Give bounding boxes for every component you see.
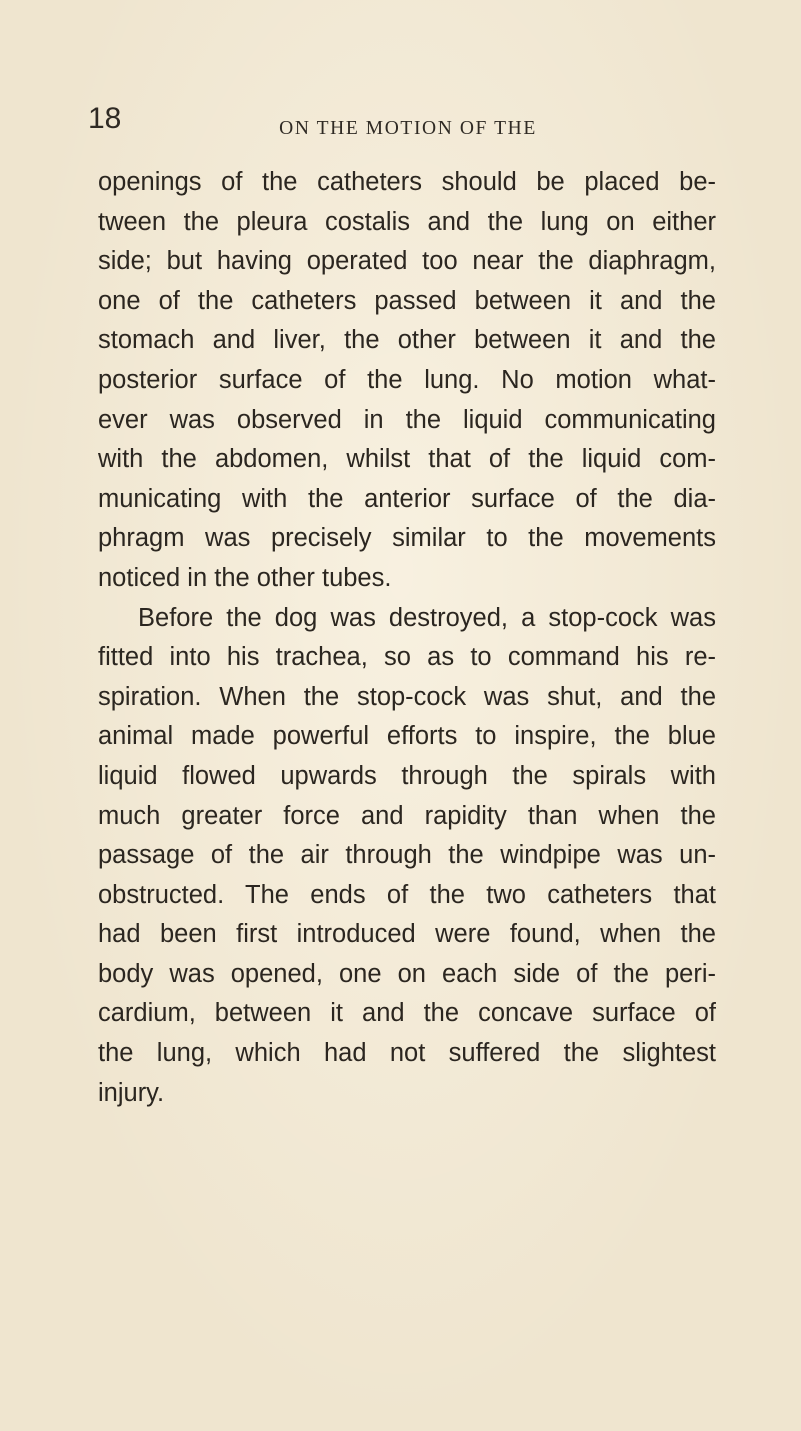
text-line: spiration. When the stop-cock was shut, and the	[98, 682, 716, 711]
body-text	[98, 163, 716, 1113]
text-line: injury.	[98, 1078, 165, 1107]
page-number: 18	[88, 102, 122, 135]
text-line: passage of the air through the windpipe was un-	[98, 841, 716, 870]
running-head: ON THE MOTION OF THE	[279, 118, 537, 139]
text-line: cardium, between it and the concave surface of	[98, 999, 716, 1028]
text-line: had been first introduced were found, when the	[98, 920, 716, 949]
text-line: tween the pleura costalis and the lung on either	[98, 207, 716, 236]
text-line: obstructed. The ends of the two catheters that	[98, 880, 716, 909]
text-line: body was opened, one on each side of the peri-	[98, 959, 716, 988]
page-header	[88, 102, 728, 144]
text-line: liquid flowed upwards through the spirals with	[98, 761, 716, 790]
text-line: one of the catheters passed between it and the	[98, 286, 716, 315]
text-line: with the abdomen, whilst that of the liquid com-	[98, 445, 716, 474]
text-line: much greater force and rapidity than when the	[98, 801, 716, 830]
text-line: stomach and liver, the other between it and the	[98, 326, 716, 355]
text-line: animal made powerful efforts to inspire, the blue	[98, 722, 716, 751]
text-line: Before the dog was destroyed, a stop-cock was	[138, 603, 716, 632]
text-line: ever was observed in the liquid communicating	[98, 405, 716, 434]
text-line: the lung, which had not suffered the slightest	[98, 1039, 716, 1068]
text-line: fitted into his trachea, so as to command his re-	[98, 643, 716, 672]
text-line: phragm was precisely similar to the movements	[98, 524, 716, 553]
text-line: municating with the anterior surface of the dia-	[98, 484, 716, 513]
text-line: side; but having operated too near the diaphragm,	[98, 247, 716, 276]
text-line: openings of the catheters should be placed be-	[98, 168, 716, 196]
text-line: posterior surface of the lung. No motion what-	[98, 365, 716, 394]
text-line: noticed in the other tubes.	[98, 563, 392, 592]
